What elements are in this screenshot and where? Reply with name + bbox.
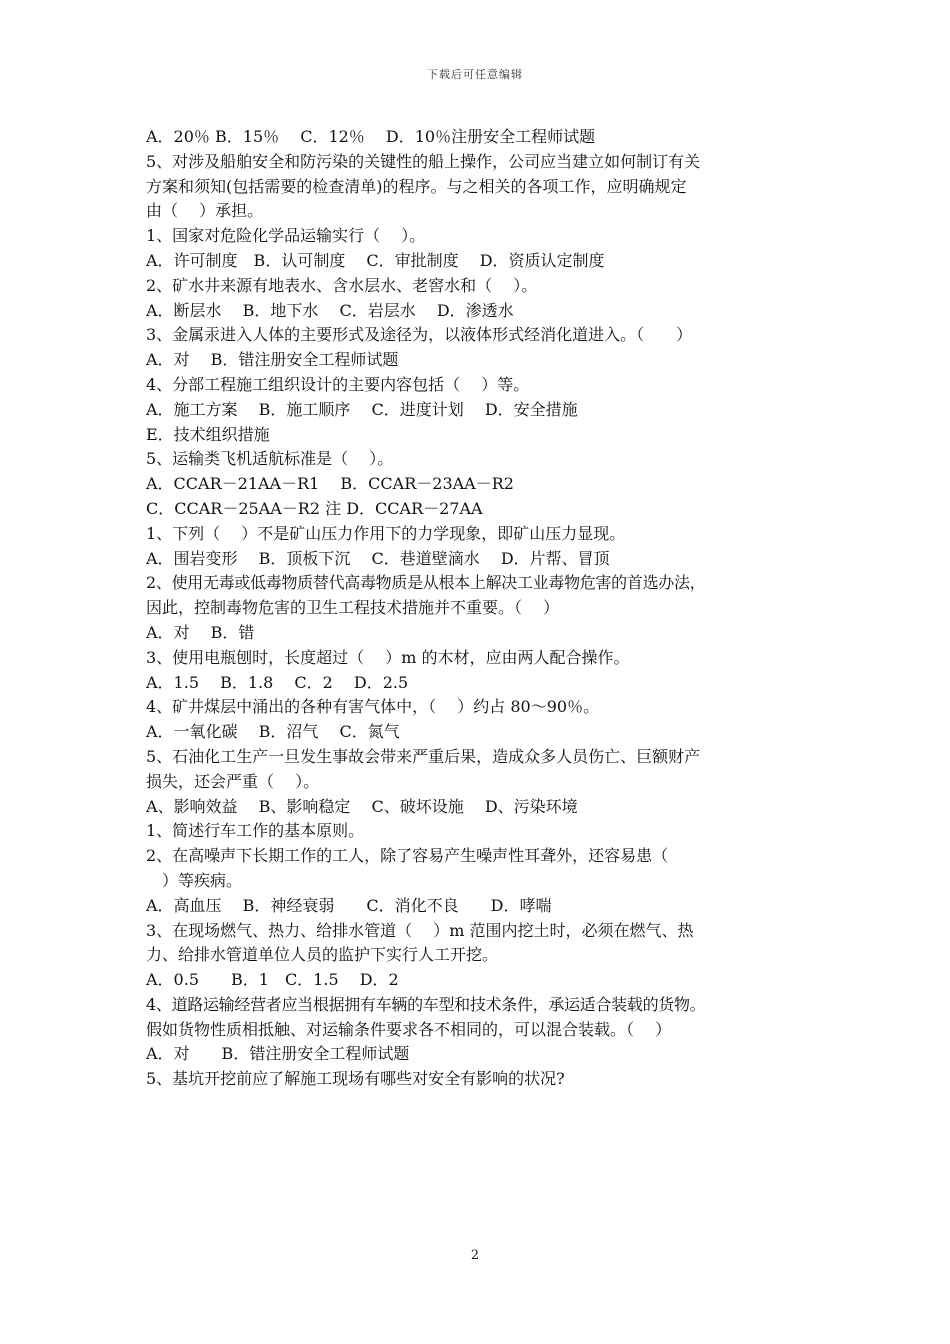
text-line: 1、简述行车工作的基本原则。 — [146, 821, 365, 841]
text-line: 4、道路运输经营者应当根据拥有车辆的车型和技术条件，承运适合装载的货物。 — [146, 994, 706, 1014]
text-line: A．一氧化碳 B．沼气 C．氮气 — [146, 722, 400, 742]
text-line: A、影响效益 B、影响稳定 C、破坏设施 D、污染环境 — [146, 796, 578, 816]
text-line: 5、基坑开挖前应了解施工现场有哪些对安全有影响的状况? — [146, 1069, 565, 1089]
text-line: 2、在高噪声下长期工作的工人，除了容易产生噪声性耳聋外，还容易患（ — [146, 846, 669, 866]
text-line: 由（ ）承担。 — [146, 201, 264, 221]
text-line: A．对 B．错 — [146, 622, 255, 642]
text-line: A．CCAR－21AA－R1 B．CCAR－23AA－R2 — [146, 474, 514, 494]
text-line: A．20％ B．15％ C．12％ D．10％注册安全工程师试题 — [146, 127, 596, 146]
text-line: A．对 B．错注册安全工程师试题 — [146, 1044, 410, 1064]
text-line: A．1.5 B．1.8 C．2 D．2.5 — [146, 672, 409, 692]
text-line: 因此，控制毒物危害的卫生工程技术措施并不重要。（ ） — [146, 598, 560, 618]
text-line: ）等疾病。 — [146, 870, 243, 890]
text-line: 4、分部工程施工组织设计的主要内容包括（ ）等。 — [146, 374, 530, 394]
text-line: 1、国家对危险化学品运输实行（ ）。 — [146, 226, 426, 246]
text-line: 5、运输类飞机适航标准是（ ）。 — [146, 449, 394, 469]
text-line: 3、在现场燃气、热力、给排水管道（ ）m 范围内挖土时，必须在燃气、热 — [146, 920, 694, 940]
text-line: A．对 B．错注册安全工程师试题 — [146, 350, 399, 370]
text-line: A．围岩变形 B．顶板下沉 C．巷道壁滴水 D．片帮、冒顶 — [146, 548, 610, 568]
page-number: 2 — [470, 1248, 480, 1263]
text-line: 5、对涉及船舶安全和防污染的关键性的船上操作，公司应当建立如何制订有关 — [146, 151, 701, 171]
text-line: A．施工方案 B．施工顺序 C．进度计划 D．安全措施 — [146, 399, 578, 419]
text-line: 损失，还会严重（ ）。 — [146, 771, 320, 791]
document-body — [146, 125, 836, 1092]
text-line: 5、石油化工生产一旦发生事故会带来严重后果，造成众多人员伤亡、巨额财产 — [146, 746, 701, 766]
text-line: C．CCAR－25AA－R2 注 D．CCAR－27AA — [146, 498, 483, 518]
text-line: 3、金属汞进入人体的主要形式及途径为，以液体形式经消化道进入。（ ） — [146, 325, 693, 345]
text-line: 方案和须知(包括需要的检查清单)的程序。与之相关的各项工作，应明确规定 — [146, 176, 687, 196]
text-line: A．许可制度 B．认可制度 C．审批制度 D．资质认定制度 — [146, 250, 605, 270]
text-line: 2、使用无毒或低毒物质替代高毒物质是从根本上解决工业毒物危害的首选办法， — [146, 573, 706, 593]
text-line: 假如货物性质相抵触、对运输条件要求各不相同的，可以混合装载。（ ） — [146, 1019, 672, 1039]
text-line: 4、矿井煤层中涌出的各种有害气体中，（ ）约占 80～90％。 — [146, 697, 600, 717]
text-line: A．断层水 B．地下水 C．岩层水 D．渗透水 — [146, 300, 514, 320]
page-header: 下载后可任意编辑 — [427, 68, 523, 81]
text-line: 2、矿水井来源有地表水、含水层水、老窖水和（ ）。 — [146, 275, 538, 295]
text-line: 1、下列（ ）不是矿山压力作用下的力学现象，即矿山压力显现。 — [146, 523, 626, 543]
text-line: E．技术组织措施 — [146, 424, 270, 444]
text-line: 力、给排水管道单位人员的监护下实行人工开挖。 — [146, 945, 499, 965]
text-line: A．0.5 B．1 C．1.5 D．2 — [146, 970, 399, 990]
text-line: A．高血压 B．神经衰弱 C．消化不良 D．哮喘 — [146, 895, 552, 915]
text-line: 3、使用电瓶刨时，长度超过（ ）m 的木材，应由两人配合操作。 — [146, 647, 630, 667]
